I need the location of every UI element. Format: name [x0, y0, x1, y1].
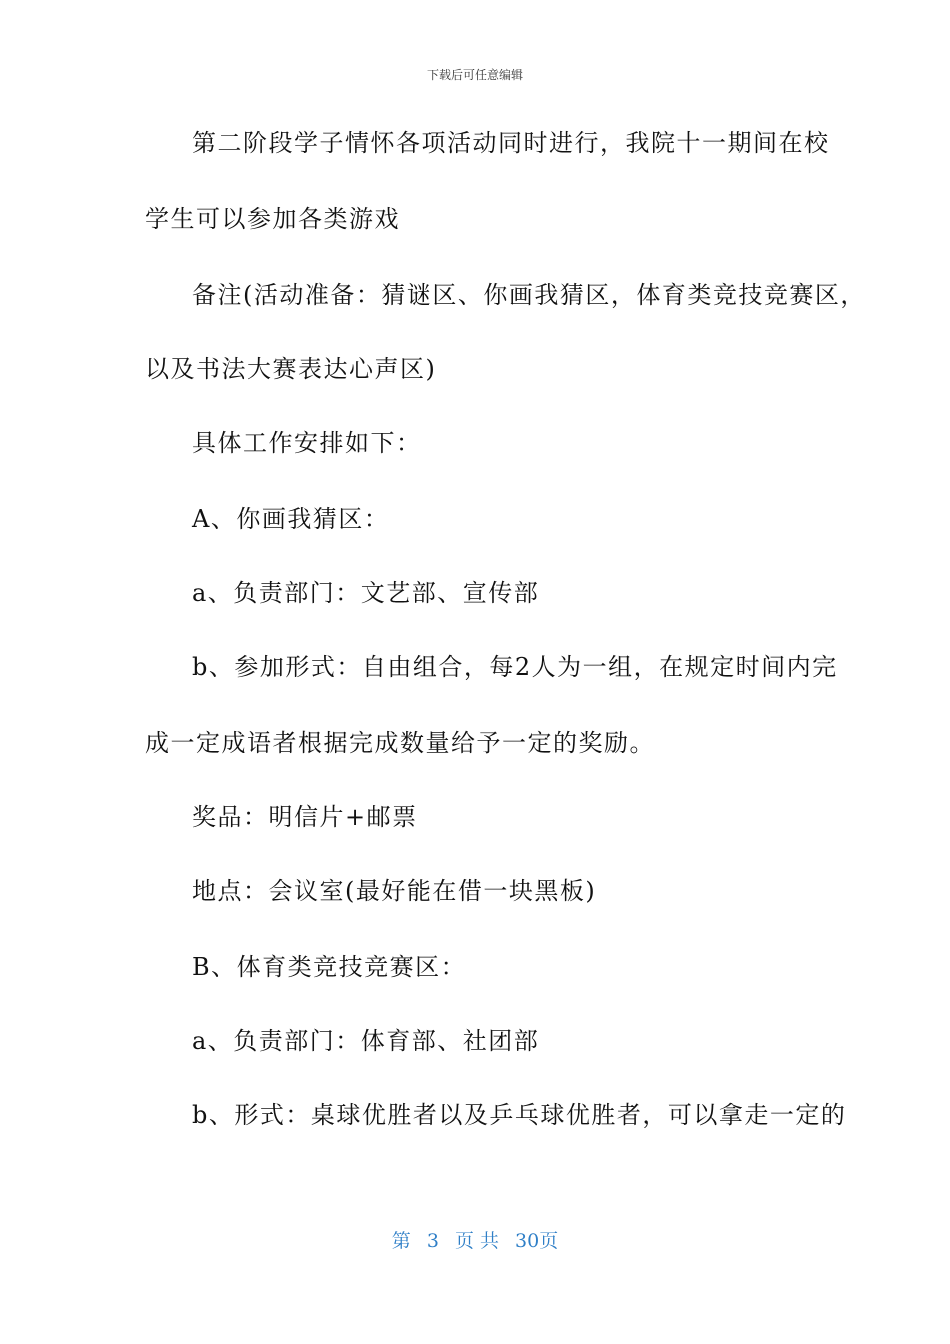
- footer-middle: 页 共: [454, 1230, 499, 1252]
- paragraph-line-2: 学生可以参加各类游戏: [145, 205, 400, 233]
- paragraph-line-1: 第二阶段学子情怀各项活动同时进行，我院十一期间在校: [192, 129, 830, 157]
- paragraph-line-3: 备注(活动准备：猜谜区、你画我猜区，体育类竞技竞赛区，: [192, 281, 866, 309]
- footer-page-number: 3: [426, 1230, 439, 1252]
- paragraph-line-4: 以及书法大赛表达心声区): [145, 355, 437, 383]
- paragraph-line-10: 奖品：明信片+邮票: [192, 803, 418, 831]
- paragraph-line-14: b、形式：桌球优胜者以及乒乓球优胜者，可以拿走一定的: [192, 1101, 847, 1129]
- paragraph-line-11: 地点：会议室(最好能在借一块黑板): [192, 877, 597, 905]
- footer-total: 30页: [515, 1230, 559, 1252]
- page-footer: [0, 1226, 950, 1253]
- paragraph-line-5: 具体工作安排如下：: [192, 429, 422, 457]
- paragraph-line-13: a、负责部门：体育部、社团部: [192, 1027, 540, 1055]
- header-note: 下载后可任意编辑: [426, 68, 523, 82]
- paragraph-line-8: b、参加形式：自由组合，每2人为一组，在规定时间内完: [192, 653, 838, 681]
- paragraph-line-7: a、负责部门：文艺部、宣传部: [192, 579, 540, 607]
- footer-prefix: 第: [391, 1230, 411, 1252]
- paragraph-line-9: 成一定成语者根据完成数量给予一定的奖励。: [145, 729, 655, 757]
- paragraph-line-12: B、体育类竞技竞赛区：: [192, 953, 467, 981]
- paragraph-line-6: A、你画我猜区：: [192, 505, 390, 533]
